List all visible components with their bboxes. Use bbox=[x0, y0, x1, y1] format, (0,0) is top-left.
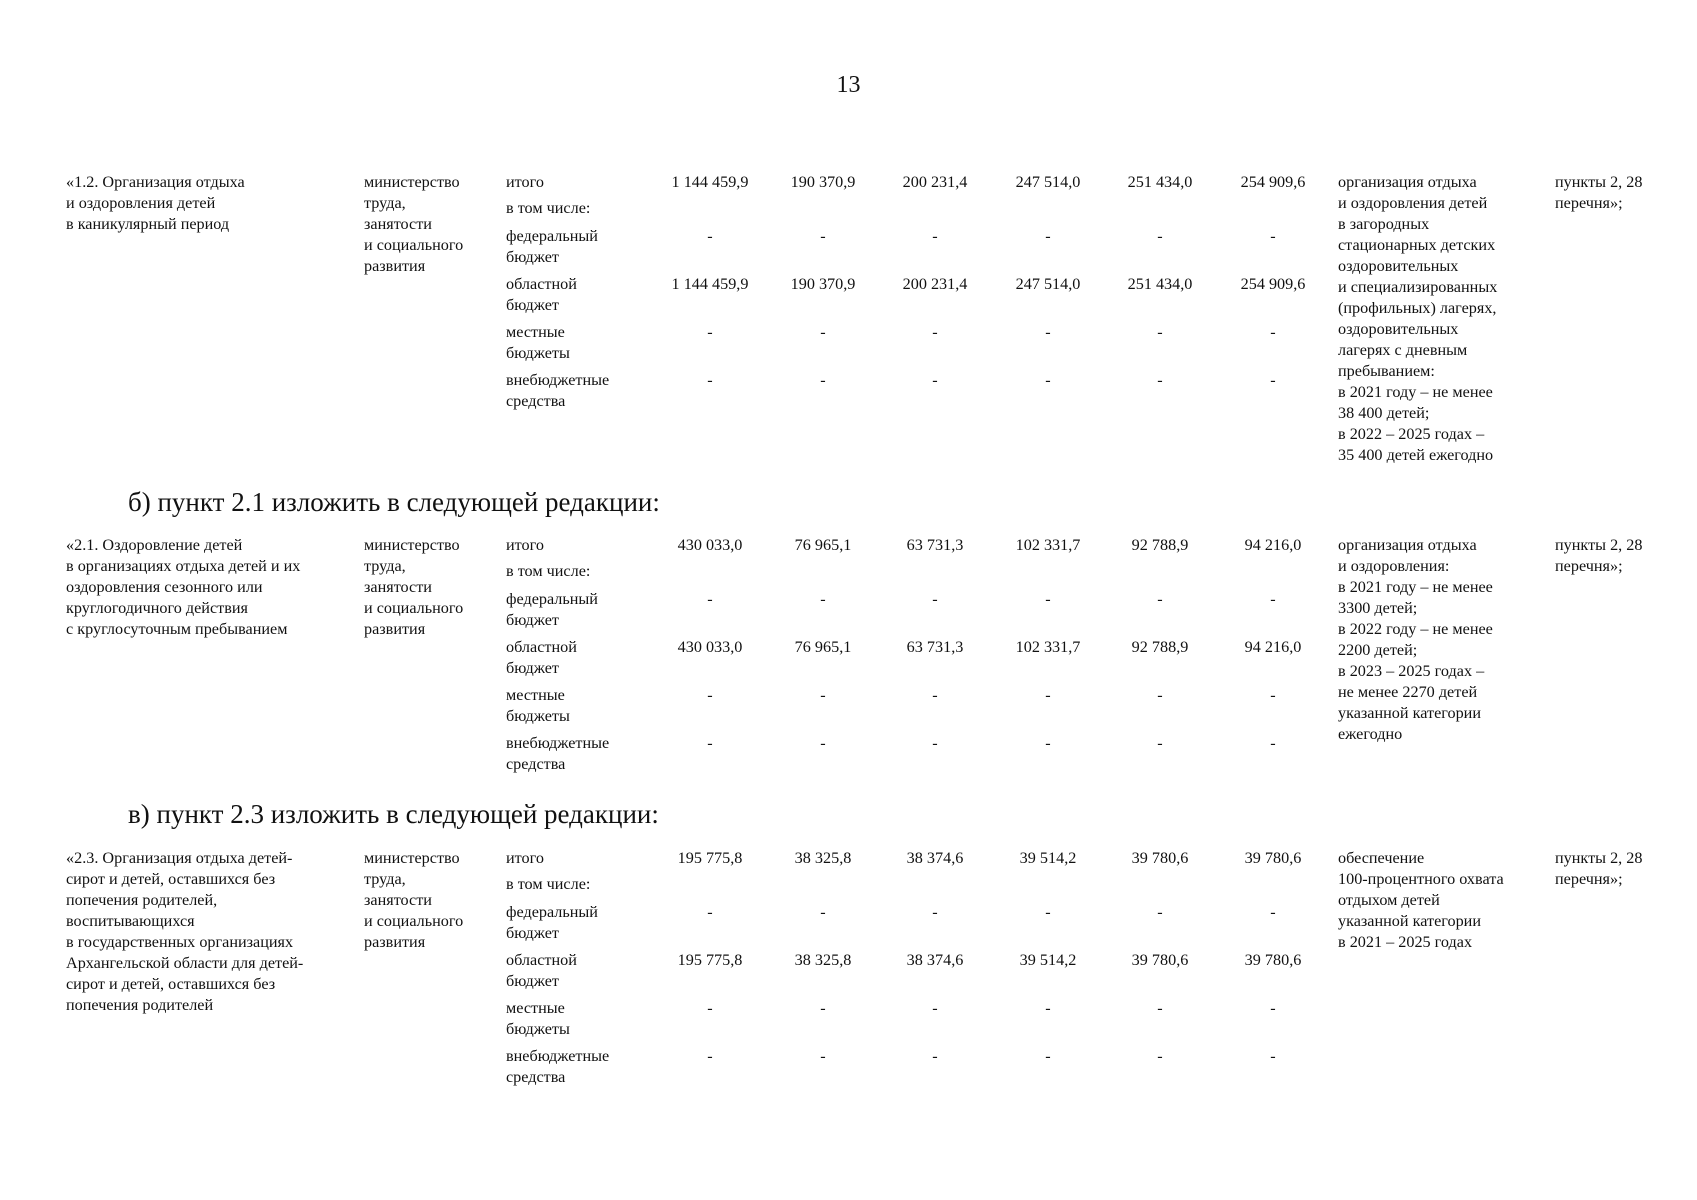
finance-label bbox=[506, 902, 651, 944]
finance-label bbox=[506, 950, 651, 992]
executor bbox=[364, 172, 489, 277]
text-line: областной bbox=[506, 638, 577, 656]
finance-value: - bbox=[1157, 734, 1163, 752]
text-line: перечня»; bbox=[1555, 557, 1623, 575]
finance-value: 39 514,2 bbox=[1019, 951, 1077, 969]
finance-value: - bbox=[707, 371, 713, 389]
text-line: министерство bbox=[364, 849, 460, 867]
finance-value: - bbox=[1270, 371, 1276, 389]
text-line: воспитывающихся bbox=[66, 912, 195, 930]
measure-name bbox=[66, 172, 346, 235]
finance-value: - bbox=[1270, 323, 1276, 341]
finance-value: - bbox=[820, 999, 826, 1017]
text-line: в 2021 году – не менее bbox=[1338, 383, 1493, 401]
finance-value: 200 231,4 bbox=[902, 173, 968, 191]
text-line: лагерях с дневным bbox=[1338, 341, 1468, 359]
text-line: областной bbox=[506, 275, 577, 293]
finance-value: - bbox=[932, 371, 938, 389]
finance-label: в том числе: bbox=[506, 562, 591, 580]
text-line: бюджет bbox=[506, 611, 559, 629]
finance-value: - bbox=[1045, 323, 1051, 341]
finance-label bbox=[506, 998, 651, 1040]
finance-value: 251 434,0 bbox=[1127, 173, 1193, 191]
finance-label bbox=[506, 274, 651, 316]
text-line: бюджет bbox=[506, 296, 559, 314]
finance-label bbox=[506, 370, 651, 412]
finance-value: 195 775,8 bbox=[677, 951, 743, 969]
finance-value: 63 731,3 bbox=[906, 638, 964, 656]
text-line: 35 400 детей ежегодно bbox=[1338, 446, 1494, 464]
text-line: и оздоровления: bbox=[1338, 557, 1450, 575]
finance-value: - bbox=[820, 1047, 826, 1065]
text-line: Архангельской области для детей- bbox=[66, 954, 304, 972]
expected-result bbox=[1338, 172, 1538, 466]
text-line: бюджет bbox=[506, 659, 559, 677]
text-line: федеральный bbox=[506, 590, 598, 608]
text-line: и социального bbox=[364, 236, 464, 254]
finance-label: итого bbox=[506, 849, 544, 867]
finance-value: - bbox=[820, 590, 826, 608]
finance-value: 430 033,0 bbox=[677, 638, 743, 656]
finance-label bbox=[506, 226, 651, 268]
text-line: указанной категории bbox=[1338, 704, 1481, 722]
finance-value: - bbox=[820, 227, 826, 245]
finance-value: - bbox=[932, 999, 938, 1017]
text-line: попечения родителей, bbox=[66, 891, 218, 909]
text-line: развития bbox=[364, 933, 426, 951]
text-line: указанной категории bbox=[1338, 912, 1481, 930]
finance-value: 102 331,7 bbox=[1015, 536, 1081, 554]
expected-result bbox=[1338, 535, 1538, 745]
text-line: средства bbox=[506, 755, 566, 773]
text-line: в каникулярный период bbox=[66, 215, 230, 233]
finance-value: 92 788,9 bbox=[1131, 536, 1189, 554]
finance-value: - bbox=[707, 1047, 713, 1065]
text-line: перечня»; bbox=[1555, 194, 1623, 212]
text-line: в 2021 году – не менее bbox=[1338, 578, 1493, 596]
text-line: «2.3. Организация отдыха детей- bbox=[66, 849, 293, 867]
finance-value: - bbox=[707, 590, 713, 608]
text-line: ежегодно bbox=[1338, 725, 1403, 743]
finance-label: в том числе: bbox=[506, 199, 591, 217]
finance-value: - bbox=[1045, 1047, 1051, 1065]
finance-value: - bbox=[932, 1047, 938, 1065]
finance-value: 190 370,9 bbox=[790, 275, 856, 293]
finance-value: - bbox=[1157, 590, 1163, 608]
text-line: в 2022 – 2025 годах – bbox=[1338, 425, 1485, 443]
text-line: и социального bbox=[364, 599, 464, 617]
text-line: «1.2. Организация отдыха bbox=[66, 173, 245, 191]
text-line: в 2021 – 2025 годах bbox=[1338, 933, 1473, 951]
finance-value: - bbox=[932, 323, 938, 341]
text-line: не менее 2270 детей bbox=[1338, 683, 1478, 701]
finance-value: - bbox=[1157, 903, 1163, 921]
finance-value: - bbox=[707, 734, 713, 752]
text-line: в 2023 – 2025 годах – bbox=[1338, 662, 1485, 680]
finance-value: 190 370,9 bbox=[790, 173, 856, 191]
text-line: стационарных детских bbox=[1338, 236, 1496, 254]
finance-value: - bbox=[820, 686, 826, 704]
text-line: и оздоровления детей bbox=[1338, 194, 1488, 212]
text-line: отдыхом детей bbox=[1338, 891, 1440, 909]
finance-value: - bbox=[1270, 227, 1276, 245]
finance-value: 247 514,0 bbox=[1015, 173, 1081, 191]
finance-value: - bbox=[1270, 903, 1276, 921]
page-number: 13 bbox=[836, 72, 861, 98]
text-line: 2200 детей; bbox=[1338, 641, 1418, 659]
text-line: в загородных bbox=[1338, 215, 1430, 233]
finance-value: 251 434,0 bbox=[1127, 275, 1193, 293]
measure-row bbox=[0, 535, 1697, 785]
finance-value: - bbox=[1045, 903, 1051, 921]
measure-row bbox=[0, 172, 1697, 472]
finance-value: - bbox=[1045, 734, 1051, 752]
finance-value: 94 216,0 bbox=[1244, 536, 1302, 554]
finance-value: 39 780,6 bbox=[1244, 951, 1302, 969]
finance-label: итого bbox=[506, 536, 544, 554]
finance-value: - bbox=[1045, 686, 1051, 704]
text-line: занятости bbox=[364, 891, 432, 909]
finance-value: 39 780,6 bbox=[1131, 951, 1189, 969]
text-line: оздоровительных bbox=[1338, 257, 1459, 275]
text-line: развития bbox=[364, 620, 426, 638]
finance-value: - bbox=[932, 590, 938, 608]
finance-value: 39 780,6 bbox=[1244, 849, 1302, 867]
finance-value: 38 325,8 bbox=[794, 951, 852, 969]
finance-value: - bbox=[707, 999, 713, 1017]
finance-value: 430 033,0 bbox=[677, 536, 743, 554]
finance-value: - bbox=[707, 903, 713, 921]
finance-value: 247 514,0 bbox=[1015, 275, 1081, 293]
finance-value: - bbox=[932, 734, 938, 752]
finance-label: итого bbox=[506, 173, 544, 191]
finance-value: - bbox=[820, 371, 826, 389]
finance-value: 63 731,3 bbox=[906, 536, 964, 554]
text-line: пункты 2, 28 bbox=[1555, 849, 1643, 867]
text-line: министерство bbox=[364, 536, 460, 554]
reference bbox=[1555, 848, 1695, 890]
text-line: сирот и детей, оставшихся без bbox=[66, 975, 276, 993]
text-line: бюджет bbox=[506, 972, 559, 990]
finance-value: - bbox=[932, 903, 938, 921]
section-heading: б) пункт 2.1 изложить в следующей редакции: bbox=[128, 487, 660, 517]
text-line: средства bbox=[506, 1068, 566, 1086]
executor bbox=[364, 535, 489, 640]
text-line: внебюджетные bbox=[506, 734, 610, 752]
finance-value: 92 788,9 bbox=[1131, 638, 1189, 656]
text-line: средства bbox=[506, 392, 566, 410]
text-line: бюджет bbox=[506, 924, 559, 942]
text-line: местные bbox=[506, 686, 565, 704]
text-line: внебюджетные bbox=[506, 371, 610, 389]
text-line: занятости bbox=[364, 215, 432, 233]
finance-value: - bbox=[1270, 686, 1276, 704]
finance-value: - bbox=[1270, 590, 1276, 608]
text-line: сирот и детей, оставшихся без bbox=[66, 870, 276, 888]
text-line: и оздоровления детей bbox=[66, 194, 216, 212]
text-line: в 2022 году – не менее bbox=[1338, 620, 1493, 638]
text-line: и специализированных bbox=[1338, 278, 1498, 296]
finance-value: 76 965,1 bbox=[794, 536, 852, 554]
finance-value: 38 374,6 bbox=[906, 849, 964, 867]
reference bbox=[1555, 172, 1695, 214]
finance-value: - bbox=[1045, 227, 1051, 245]
finance-value: - bbox=[1157, 999, 1163, 1017]
text-line: занятости bbox=[364, 578, 432, 596]
text-line: и социального bbox=[364, 912, 464, 930]
finance-value: - bbox=[707, 323, 713, 341]
text-line: местные bbox=[506, 999, 565, 1017]
finance-value: - bbox=[1157, 686, 1163, 704]
expected-result bbox=[1338, 848, 1538, 953]
text-line: 100-процентного охвата bbox=[1338, 870, 1504, 888]
finance-value: - bbox=[1045, 371, 1051, 389]
text-line: областной bbox=[506, 951, 577, 969]
finance-value: 94 216,0 bbox=[1244, 638, 1302, 656]
finance-value: - bbox=[932, 227, 938, 245]
finance-label bbox=[506, 733, 651, 775]
text-line: труда, bbox=[364, 557, 406, 575]
finance-value: - bbox=[1157, 1047, 1163, 1065]
text-line: в организациях отдыха детей и их bbox=[66, 557, 301, 575]
text-line: (профильных) лагерях, bbox=[1338, 299, 1497, 317]
finance-value: 38 374,6 bbox=[906, 951, 964, 969]
finance-label bbox=[506, 1046, 651, 1088]
finance-value: 76 965,1 bbox=[794, 638, 852, 656]
finance-value: - bbox=[707, 686, 713, 704]
finance-value: - bbox=[707, 227, 713, 245]
text-line: местные bbox=[506, 323, 565, 341]
finance-value: 200 231,4 bbox=[902, 275, 968, 293]
text-line: организация отдыха bbox=[1338, 173, 1477, 191]
text-line: пункты 2, 28 bbox=[1555, 173, 1643, 191]
finance-value: 39 514,2 bbox=[1019, 849, 1077, 867]
text-line: бюджеты bbox=[506, 707, 570, 725]
text-line: перечня»; bbox=[1555, 870, 1623, 888]
text-line: 3300 детей; bbox=[1338, 599, 1418, 617]
finance-value: 254 909,6 bbox=[1240, 275, 1306, 293]
text-line: в государственных организациях bbox=[66, 933, 294, 951]
text-line: 38 400 детей; bbox=[1338, 404, 1430, 422]
text-line: федеральный bbox=[506, 227, 598, 245]
executor bbox=[364, 848, 489, 953]
text-line: бюджет bbox=[506, 248, 559, 266]
text-line: пребыванием: bbox=[1338, 362, 1435, 380]
text-line: труда, bbox=[364, 870, 406, 888]
finance-value: - bbox=[820, 903, 826, 921]
measure-name bbox=[66, 535, 346, 640]
finance-value: 38 325,8 bbox=[794, 849, 852, 867]
text-line: оздоровительных bbox=[1338, 320, 1459, 338]
measure-name bbox=[66, 848, 346, 1016]
text-line: организация отдыха bbox=[1338, 536, 1477, 554]
finance-label bbox=[506, 685, 651, 727]
text-line: круглогодичного действия bbox=[66, 599, 248, 617]
finance-value: - bbox=[1045, 590, 1051, 608]
finance-label bbox=[506, 322, 651, 364]
finance-value: - bbox=[1157, 323, 1163, 341]
finance-value: - bbox=[1270, 1047, 1276, 1065]
text-line: труда, bbox=[364, 194, 406, 212]
finance-label bbox=[506, 637, 651, 679]
finance-value: - bbox=[1157, 227, 1163, 245]
finance-value: - bbox=[1157, 371, 1163, 389]
finance-value: - bbox=[820, 734, 826, 752]
reference bbox=[1555, 535, 1695, 577]
section-heading: в) пункт 2.3 изложить в следующей редакции: bbox=[128, 799, 659, 829]
finance-value: - bbox=[820, 323, 826, 341]
finance-label: в том числе: bbox=[506, 875, 591, 893]
text-line: внебюджетные bbox=[506, 1047, 610, 1065]
text-line: попечения родителей bbox=[66, 996, 214, 1014]
finance-value: 254 909,6 bbox=[1240, 173, 1306, 191]
text-line: «2.1. Оздоровление детей bbox=[66, 536, 243, 554]
text-line: оздоровления сезонного или bbox=[66, 578, 263, 596]
finance-value: 1 144 459,9 bbox=[671, 173, 749, 191]
text-line: обеспечение bbox=[1338, 849, 1425, 867]
text-line: бюджеты bbox=[506, 344, 570, 362]
text-line: с круглосуточным пребыванием bbox=[66, 620, 288, 638]
measure-row bbox=[0, 848, 1697, 1098]
text-line: пункты 2, 28 bbox=[1555, 536, 1643, 554]
finance-value: 195 775,8 bbox=[677, 849, 743, 867]
finance-value: 102 331,7 bbox=[1015, 638, 1081, 656]
finance-value: 39 780,6 bbox=[1131, 849, 1189, 867]
finance-value: - bbox=[932, 686, 938, 704]
finance-value: 1 144 459,9 bbox=[671, 275, 749, 293]
finance-value: - bbox=[1270, 999, 1276, 1017]
text-line: федеральный bbox=[506, 903, 598, 921]
finance-value: - bbox=[1045, 999, 1051, 1017]
finance-label bbox=[506, 589, 651, 631]
text-line: бюджеты bbox=[506, 1020, 570, 1038]
text-line: развития bbox=[364, 257, 426, 275]
finance-value: - bbox=[1270, 734, 1276, 752]
text-line: министерство bbox=[364, 173, 460, 191]
